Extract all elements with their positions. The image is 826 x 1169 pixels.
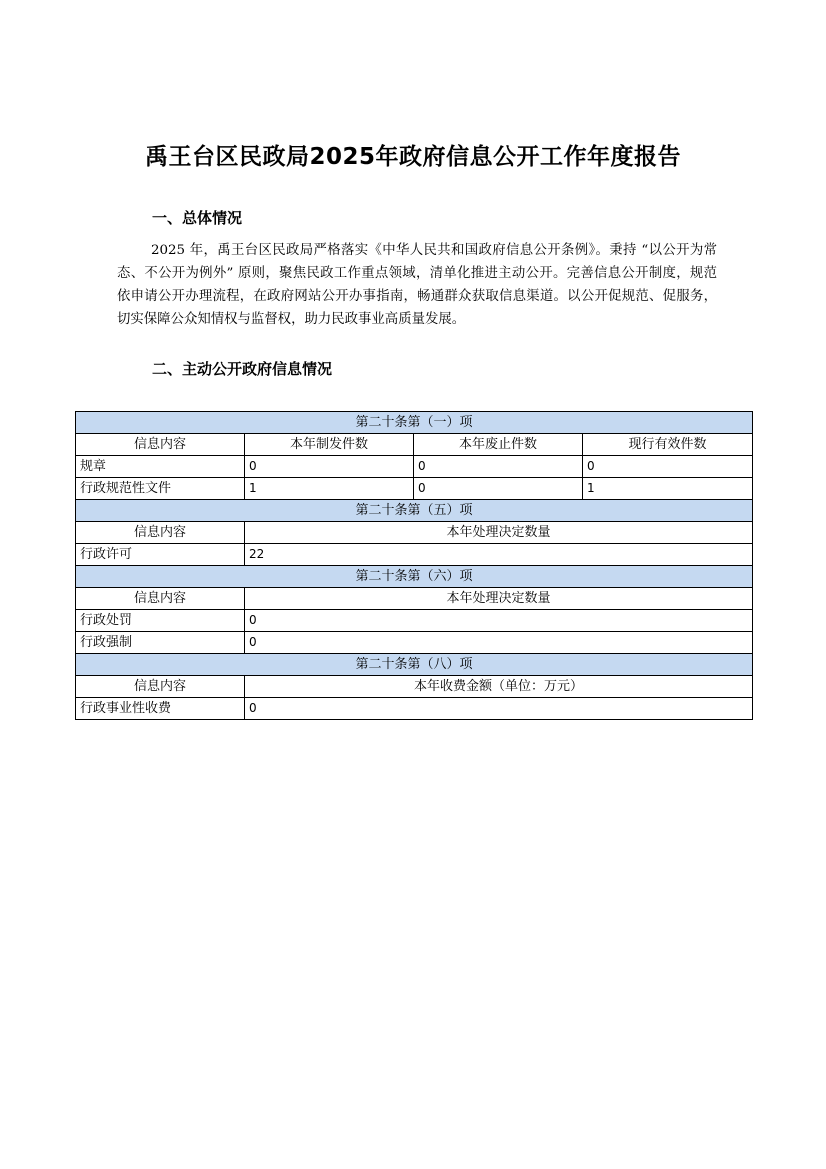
header-cell: 现行有效件数: [583, 434, 753, 456]
section-title-item5: 第二十条第（五）项: [76, 500, 753, 522]
table-section-row: [76, 566, 753, 588]
cell-value: 0: [245, 632, 753, 654]
section-heading-overview: 一、总体情况: [152, 209, 243, 227]
header-cell: 信息内容: [76, 676, 245, 698]
row-label: 行政事业性收费: [76, 698, 245, 720]
table-row: [76, 456, 753, 478]
header-cell: 信息内容: [76, 588, 245, 610]
row-label: 规章: [76, 456, 245, 478]
row-label: 行政处罚: [76, 610, 245, 632]
row-label: 行政许可: [76, 544, 245, 566]
cell-valid: 0: [583, 456, 753, 478]
header-cell: 信息内容: [76, 522, 245, 544]
header-cell: 本年制发件数: [245, 434, 414, 456]
table-header-row: [76, 676, 753, 698]
header-cell: 本年处理决定数量: [245, 588, 753, 610]
page-title: [0, 138, 826, 171]
cell-value: 0: [245, 610, 753, 632]
row-label: 行政规范性文件: [76, 478, 245, 500]
table-row: [76, 698, 753, 720]
table-row: [76, 544, 753, 566]
section-title-item1: 第二十条第（一）项: [76, 412, 753, 434]
header-cell: 本年收费金额（单位：万元）: [245, 676, 753, 698]
section-heading-proactive-disclosure: 二、主动公开政府信息情况: [152, 360, 333, 378]
title-prefix: 禹王台区民政局: [144, 143, 310, 170]
table-row: [76, 610, 753, 632]
header-cell: 信息内容: [76, 434, 245, 456]
disclosure-table: [75, 411, 753, 720]
title-year: 2025: [309, 144, 376, 170]
table-row: [76, 632, 753, 654]
cell-value: 22: [245, 544, 753, 566]
table-header-row: [76, 434, 753, 456]
table-section-row: [76, 500, 753, 522]
table-row: [76, 478, 753, 500]
header-cell: 本年废止件数: [414, 434, 583, 456]
row-label: 行政强制: [76, 632, 245, 654]
table-header-row: [76, 588, 753, 610]
cell-valid: 1: [583, 478, 753, 500]
table-header-row: [76, 522, 753, 544]
title-suffix: 年政府信息公开工作年度报告: [375, 143, 681, 170]
header-cell: 本年处理决定数量: [245, 522, 753, 544]
cell-abolished: 0: [414, 478, 583, 500]
table-section-row: [76, 412, 753, 434]
section-title-item8: 第二十条第（八）项: [76, 654, 753, 676]
overview-paragraph: 2025 年，禹王台区民政局严格落实《中华人民共和国政府信息公开条例》。秉持 “以公开为常态、不公开为例外” 原则，聚焦民政工作重点领域，清单化推进主动公开。完善信息公开制度，规范依申请公开办理流程，在政府网站公开办事指南，畅通群众获取信息渠道。以公开促规范、促服务，切实保障公众知情权与监督权，助力民政事业高质量发展。: [117, 243, 717, 327]
cell-issued: 0: [245, 456, 414, 478]
cell-abolished: 0: [414, 456, 583, 478]
cell-value: 0: [245, 698, 753, 720]
table-section-row: [76, 654, 753, 676]
section-title-item6: 第二十条第（六）项: [76, 566, 753, 588]
cell-issued: 1: [245, 478, 414, 500]
